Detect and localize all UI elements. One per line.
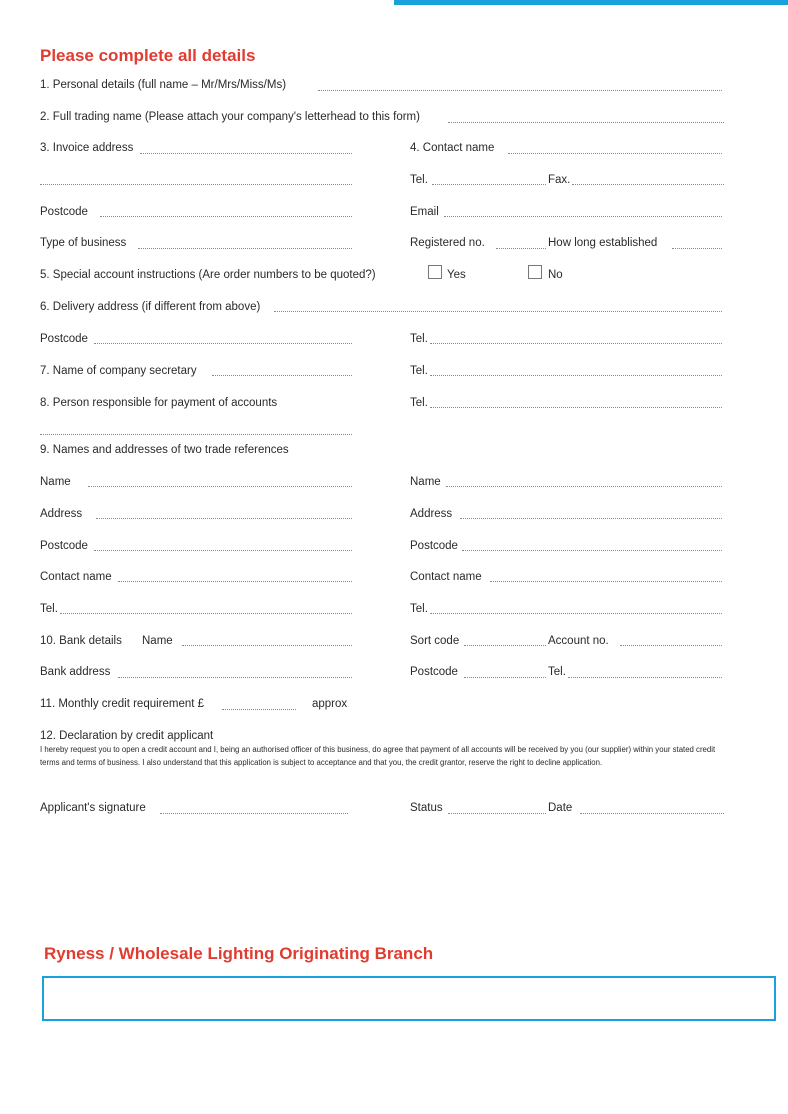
- type-of-business-label: Type of business: [40, 237, 127, 249]
- delivery-postcode-field[interactable]: [94, 343, 352, 344]
- bank-postcode-label: Postcode: [410, 666, 458, 678]
- yes-checkbox[interactable]: [428, 265, 442, 279]
- applicant-signature-field[interactable]: [160, 813, 348, 814]
- invoice-postcode-label: Postcode: [40, 206, 88, 218]
- special-instructions-label: 5. Special account instructions (Are order numbers to be quoted?): [40, 269, 376, 281]
- no-checkbox[interactable]: [528, 265, 542, 279]
- email-label: Email: [410, 206, 439, 218]
- ref2-contact-name-field[interactable]: [490, 581, 722, 582]
- accounts-person-label: 8. Person responsible for payment of accounts: [40, 397, 278, 409]
- ref1-name-field[interactable]: [88, 486, 352, 487]
- ref1-contact-name-field[interactable]: [118, 581, 352, 582]
- date-label: Date: [548, 802, 573, 814]
- invoice-address-label: 3. Invoice address: [40, 142, 134, 154]
- ref1-tel-field[interactable]: [60, 613, 352, 614]
- email-field[interactable]: [444, 216, 722, 217]
- applicant-signature-label: Applicant's signature: [40, 802, 146, 814]
- ref1-tel-label: Tel.: [40, 603, 58, 615]
- no-label: No: [548, 269, 563, 281]
- bank-details-label: 10. Bank details: [40, 635, 122, 647]
- company-secretary-label: 7. Name of company secretary: [40, 365, 197, 377]
- trading-name-label: 2. Full trading name (Please attach your company's letterhead to this form): [40, 111, 420, 123]
- approx-label: approx: [312, 698, 348, 710]
- account-no-label: Account no.: [548, 635, 609, 647]
- bank-tel-label: Tel.: [548, 666, 566, 678]
- contact-tel-field[interactable]: [432, 184, 546, 185]
- bank-address-label: Bank address: [40, 666, 111, 678]
- ref2-tel-label: Tel.: [410, 603, 428, 615]
- credit-requirement-field[interactable]: [222, 709, 296, 710]
- type-of-business-field[interactable]: [138, 248, 352, 249]
- registered-no-field[interactable]: [496, 248, 546, 249]
- declaration-text: I hereby request you to open a credit account and I, being an authorised officer of this business, do agree that payment of all accounts will be received by you (our supplier) within your stated credit terms and terms of business. I also understand that this application is subject to acceptance and that you, the credit grantor, reserve the right to decline application.: [40, 745, 716, 767]
- sort-code-label: Sort code: [410, 635, 460, 647]
- fax-label: Fax.: [548, 174, 571, 186]
- ref2-name-field[interactable]: [446, 486, 722, 487]
- how-long-established-label: How long established: [548, 237, 658, 249]
- delivery-postcode-label: Postcode: [40, 333, 88, 345]
- accounts-tel-label: Tel.: [410, 397, 428, 409]
- top-accent-bar: [394, 0, 788, 5]
- ref1-contact-name-label: Contact name: [40, 571, 112, 583]
- secretary-tel-label: Tel.: [410, 365, 428, 377]
- accounts-tel-field[interactable]: [430, 407, 722, 408]
- delivery-address-field[interactable]: [274, 311, 722, 312]
- personal-details-field[interactable]: [318, 90, 722, 91]
- personal-details-label: 1. Personal details (full name – Mr/Mrs/Miss/Ms): [40, 79, 287, 91]
- ref1-address-label: Address: [40, 508, 83, 520]
- sort-code-field[interactable]: [464, 645, 546, 646]
- status-label: Status: [410, 802, 443, 814]
- originating-branch-input-box[interactable]: [42, 976, 776, 1021]
- fax-field[interactable]: [572, 184, 724, 185]
- account-no-field[interactable]: [620, 645, 722, 646]
- registered-no-label: Registered no.: [410, 237, 485, 249]
- declaration-heading: 12. Declaration by credit applicant: [40, 730, 214, 742]
- ref1-postcode-label: Postcode: [40, 540, 88, 552]
- ref2-address-field[interactable]: [460, 518, 722, 519]
- trade-references-label: 9. Names and addresses of two trade references: [40, 444, 289, 456]
- contact-tel-label: Tel.: [410, 174, 428, 186]
- secretary-tel-field[interactable]: [430, 375, 722, 376]
- delivery-address-label: 6. Delivery address (if different from above): [40, 301, 261, 313]
- delivery-tel-field[interactable]: [430, 343, 722, 344]
- trading-name-field[interactable]: [448, 122, 724, 123]
- date-field[interactable]: [580, 813, 724, 814]
- ref2-tel-field[interactable]: [430, 613, 722, 614]
- ref2-contact-name-label: Contact name: [410, 571, 482, 583]
- ref1-name-label: Name: [40, 476, 71, 488]
- ref2-address-label: Address: [410, 508, 453, 520]
- invoice-address-field[interactable]: [140, 153, 352, 154]
- contact-name-field[interactable]: [508, 153, 722, 154]
- branch-heading: Ryness / Wholesale Lighting Originating Branch: [44, 944, 434, 963]
- credit-requirement-label: 11. Monthly credit requirement £: [40, 698, 205, 710]
- bank-tel-field[interactable]: [568, 677, 722, 678]
- bank-name-field[interactable]: [182, 645, 352, 646]
- bank-address-field[interactable]: [118, 677, 352, 678]
- invoice-postcode-field[interactable]: [100, 216, 352, 217]
- accounts-person-field[interactable]: [40, 434, 352, 435]
- yes-label: Yes: [447, 269, 466, 281]
- ref2-name-label: Name: [410, 476, 441, 488]
- delivery-tel-label: Tel.: [410, 333, 428, 345]
- how-long-established-field[interactable]: [672, 248, 722, 249]
- contact-name-label: 4. Contact name: [410, 142, 495, 154]
- bank-postcode-field[interactable]: [464, 677, 546, 678]
- ref1-postcode-field[interactable]: [94, 550, 352, 551]
- ref2-postcode-label: Postcode: [410, 540, 458, 552]
- status-field[interactable]: [448, 813, 546, 814]
- company-secretary-field[interactable]: [212, 375, 352, 376]
- invoice-address-line-2[interactable]: [40, 184, 352, 185]
- ref2-postcode-field[interactable]: [462, 550, 722, 551]
- ref1-address-field[interactable]: [96, 518, 352, 519]
- form-heading: Please complete all details: [40, 46, 256, 65]
- bank-name-label: Name: [142, 635, 173, 647]
